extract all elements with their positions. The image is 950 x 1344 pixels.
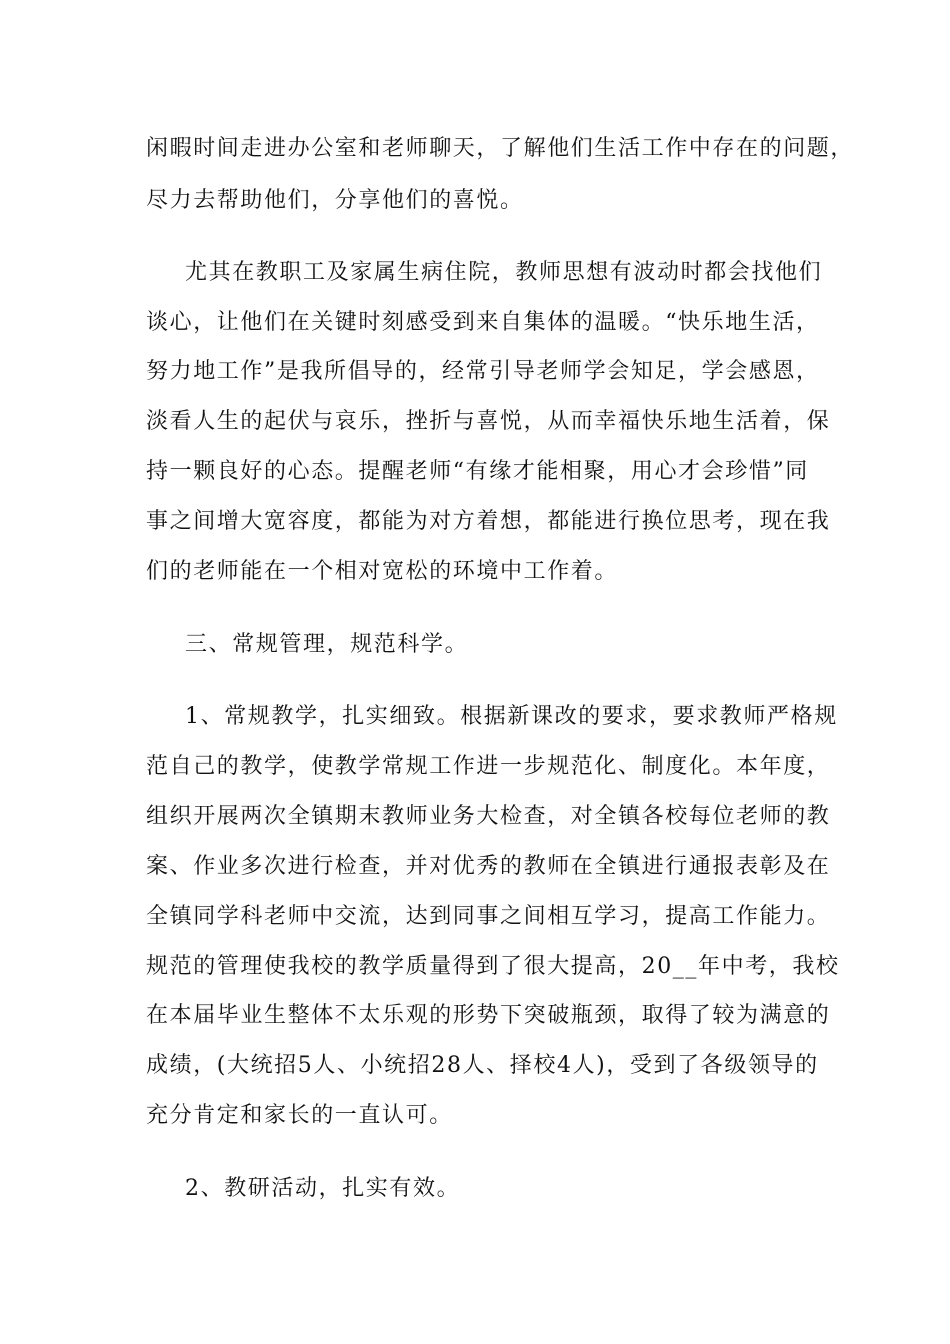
text-line: 案、作业多次进行检查，并对优秀的教师在全镇进行通报表彰及在 [146,854,831,879]
text-line: 淡看人生的起伏与哀乐，挫折与喜悦，从而幸福快乐地生活着，保 [146,409,831,434]
text-line: 尤其在教职工及家属生病住院，教师思想有波动时都会找他们 [185,260,823,285]
text-line: 持一颗良好的心态。提醒老师“有缘才能相聚，用心才会珍惜”同 [146,459,809,484]
text-line: 范自己的教学，使教学常规工作进一步规范化、制度化。本年度， [146,754,831,779]
text-line: 努力地工作”是我所倡导的，经常引导老师学会知足，学会感恩， [146,359,820,384]
text-line: 成绩，(大统招5人、小统招28人、择校4人)，受到了各级领导的 [146,1053,819,1078]
subsection-heading: 2、教研活动，扎实有效。 [185,1176,461,1201]
text-line: 尽力去帮助他们，分享他们的喜悦。 [146,188,524,213]
text-line: 闲暇时间走进办公室和老师聊天，了解他们生活工作中存在的问题， [146,136,855,161]
section-heading: 三、常规管理，规范科学。 [185,632,469,657]
text-line: 充分肯定和家长的一直认可。 [146,1103,453,1128]
text-line: 谈心，让他们在关键时刻感受到来自集体的温暖。“快乐地生活， [146,310,820,335]
text-line: 规范的管理使我校的教学质量得到了很大提高，20__年中考，我校 [146,954,840,979]
text-line: 1、常规教学，扎实细致。根据新课改的要求，要求教师严格规 [185,704,838,729]
text-line: 全镇同学科老师中交流，达到同事之间相互学习，提高工作能力。 [146,904,831,929]
text-line: 们的老师能在一个相对宽松的环境中工作着。 [146,559,619,584]
text-line: 组织开展两次全镇期末教师业务大检查，对全镇各校每位老师的教 [146,804,831,829]
text-line: 在本届毕业生整体不太乐观的形势下突破瓶颈，取得了较为满意的 [146,1003,831,1028]
text-line: 事之间增大宽容度，都能为对方着想，都能进行换位思考，现在我 [146,509,831,534]
